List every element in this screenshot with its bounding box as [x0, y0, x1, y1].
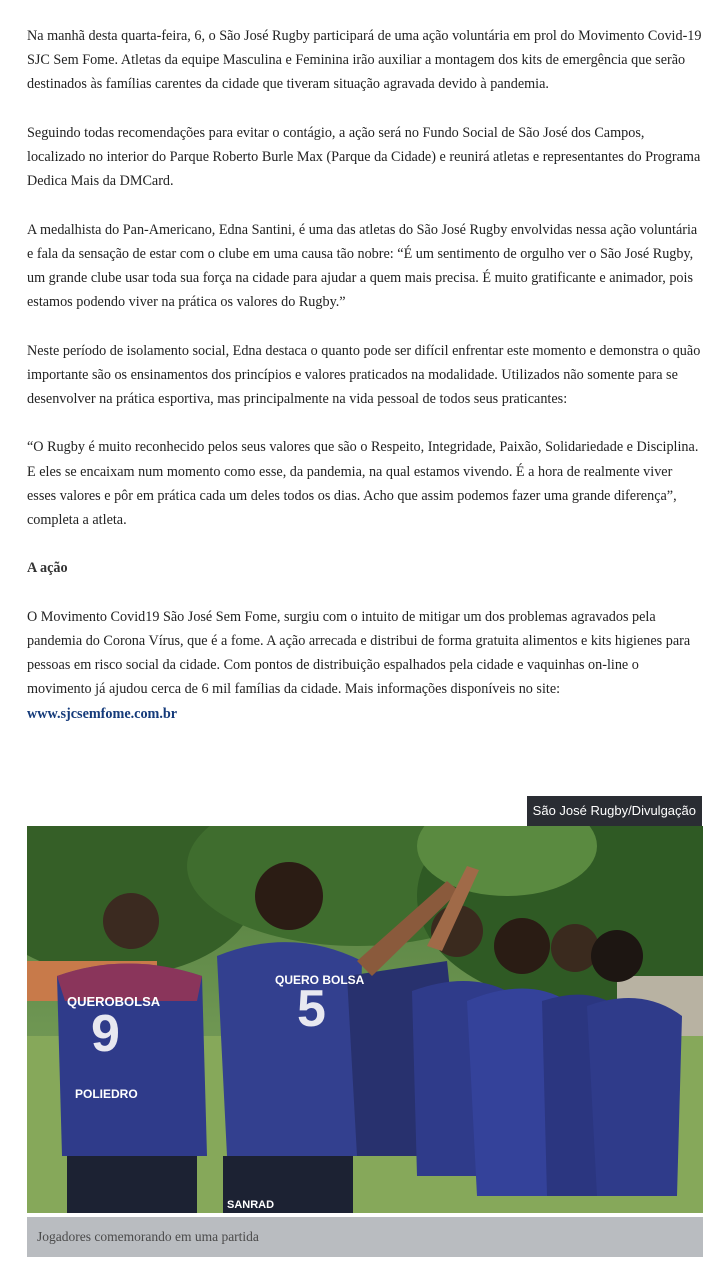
article-paragraph: “O Rugby é muito reconhecido pelos seus valores que são o Respeito, Integridade, Paixão, Solidariedade e Disciplina. E eles se encaixam num momento como esse, da pandemia, na qual estamos vivendo. É a hora de realmente viver esses valores e pôr em prática cada um deles todos os dias. Acho que assim podemos fazer uma grande diferença”, completa a atleta.	[27, 439, 699, 528]
article-paragraph: Na manhã desta quarta-feira, 6, o São José Rugby participará de uma ação voluntária em prol do Movimento Covid-19 SJC Sem Fome. Atletas da equipe Masculina e Feminina irão auxiliar a montagem dos kits de emergência que serão destinados às famílias carentes da cidade que tiveram situação agravada devido à pandemia.	[27, 28, 702, 93]
jersey-number-5: 5	[297, 980, 326, 1038]
rugby-team-photo	[27, 826, 703, 1213]
sponsor-logo-text: SANRAD	[227, 1199, 275, 1211]
section-heading: A ação	[27, 560, 68, 577]
sponsor-logo-text: QUERO BOLSA	[275, 973, 365, 987]
sponsor-logo-text: QUEROBOLSA	[67, 994, 161, 1009]
article-body	[27, 24, 703, 750]
article-photo[interactable]	[27, 826, 703, 1213]
jersey-number-9: 9	[91, 1005, 120, 1063]
article-paragraph: Neste período de isolamento social, Edna destaca o quanto pode ser difícil enfrentar este momento e demonstra o quão importante são os ensinamentos dos princípios e valores praticados na modalidade. Utilizados não somente para se desenvolver na prática esportiva, mas principalmente na vida pessoal de todos seus praticantes:	[27, 342, 701, 407]
section-paragraph	[27, 605, 703, 726]
photo-credit: São José Rugby/Divulgação	[527, 796, 702, 826]
site-link[interactable]: www.sjcsemfome.com.br	[27, 705, 178, 722]
photo-caption: Jogadores comemorando em uma partida	[27, 1217, 703, 1257]
sponsor-logo-text: POLIEDRO	[75, 1087, 138, 1101]
article-paragraph: A medalhista do Pan-Americano, Edna Santini, é uma das atletas do São José Rugby envolvidas nessa ação voluntária e fala da sensação de estar com o clube em uma causa tão nobre: “É um sentimento de orgulho ver o São José Rugby, um grande clube usar toda sua força na cidade para ajudar a quem mais precisa. É muito gratificante e animador, pois estamos podendo viver na prática os valores do Rugby.”	[27, 221, 698, 311]
article-paragraph: Seguindo todas recomendações para evitar o contágio, a ação será no Fundo Social de São José dos Campos, localizado no interior do Parque Roberto Burle Max (Parque da Cidade) e reunirá atletas e representantes do Programa Dedica Mais da DMCard.	[27, 124, 701, 190]
section-paragraph-text: O Movimento Covid19 São José Sem Fome, surgiu com o intuito de mitigar um dos problemas agravados pela pandemia do Corona Vírus, que é a fome. A ação arrecada e distribui de forma gratuita alimentos e kits higienes para pessoas em risco social da cidade. Com pontos de distribuição espalhados pela cidade e vaquinhas on-line o movimento já ajudou cerca de 6 mil famílias da cidade. Mais informações disponíveis no site:	[27, 608, 691, 698]
